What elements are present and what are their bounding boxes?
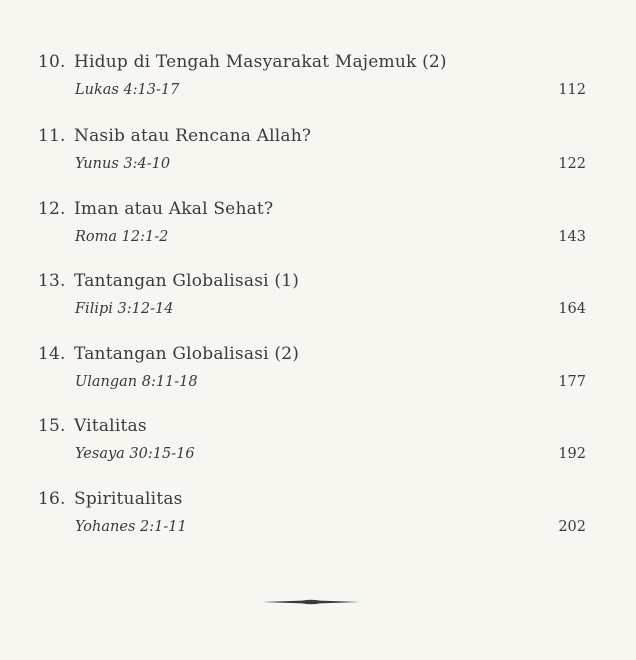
toc-entry-heading [38,489,183,509]
toc-entry-page: 164 [558,301,586,317]
toc-entry-reference: Yohanes 2:1-11 [75,519,187,535]
toc-entry-page: 177 [558,374,586,390]
toc-entry-heading [38,199,273,219]
toc-entry-heading [38,271,299,291]
toc-entry-reference: Roma 12:1-2 [75,229,169,245]
divider-ornament-icon [262,594,360,610]
toc-entry-title: Iman atau Akal Sehat? [74,199,274,219]
toc-entry-number: 13. [38,271,66,291]
toc-entry-title: Tantangan Globalisasi (1) [74,271,300,291]
toc-entry-reference: Ulangan 8:11-18 [75,374,198,390]
toc-entry-number: 10. [38,52,66,72]
toc-entry-title: Tantangan Globalisasi (2) [74,344,300,364]
toc-entry-title: Hidup di Tengah Masyarakat Majemuk (2) [74,52,447,72]
toc-entry-number: 14. [38,344,66,364]
toc-entry-number: 11. [38,126,66,146]
toc-entry-heading [38,416,147,436]
toc-entry-reference: Yunus 3:4-10 [75,156,171,172]
toc-entry-reference: Lukas 4:13-17 [75,82,180,98]
toc-entry-page: 192 [558,446,586,462]
toc-entry-number: 12. [38,199,66,219]
toc-entry-heading [38,126,311,146]
toc-entry-title: Spiritualitas [74,489,183,509]
toc-entry-title: Vitalitas [74,416,147,436]
toc-entry-title: Nasib atau Rencana Allah? [74,126,312,146]
toc-entry-number: 16. [38,489,66,509]
toc-entry-page: 112 [558,82,586,98]
toc-entry-page: 143 [558,229,586,245]
toc-entry-reference: Filipi 3:12-14 [75,301,174,317]
toc-entry-reference: Yesaya 30:15-16 [75,446,195,462]
toc-entry-heading [38,344,299,364]
toc-entry-page: 122 [558,156,586,172]
toc-entry-number: 15. [38,416,66,436]
toc-entry-heading [38,52,447,72]
toc-entry-page: 202 [558,519,586,535]
